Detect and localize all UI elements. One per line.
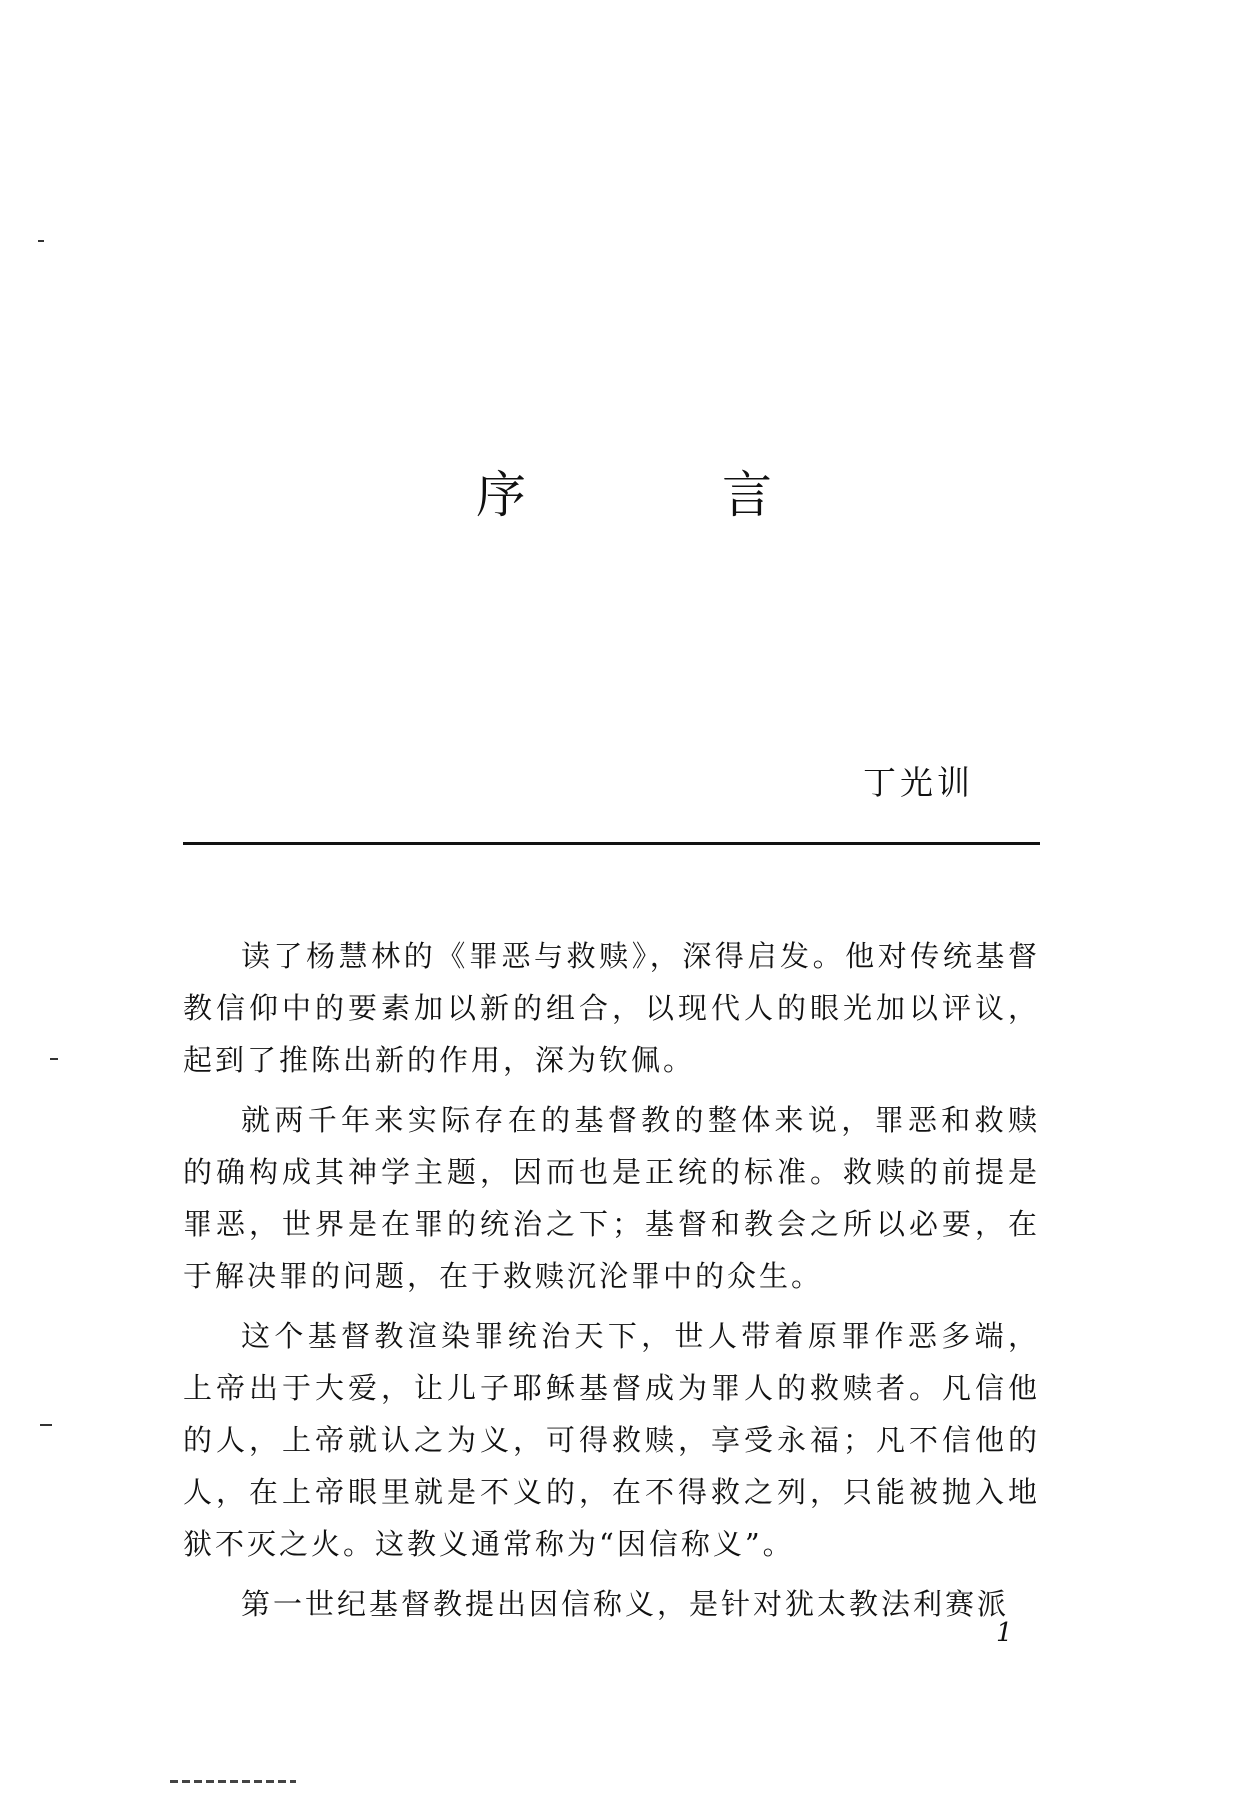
scan-mark xyxy=(40,1424,52,1426)
page-number: 1 xyxy=(996,1618,1013,1648)
author-name: 丁光训 xyxy=(863,763,974,802)
paragraph: 读了杨慧林的《罪恶与救赎》，深得启发。他对传统基督教信仰中的要素加以新的组合，以现代人的眼光加以评议，起到了推陈出新的作用，深为钦佩。 xyxy=(183,939,1040,1077)
scan-mark xyxy=(50,1058,58,1060)
body-text xyxy=(183,930,1040,1638)
paragraph: 第一世纪基督教提出因信称义，是针对犹太教法利赛派 xyxy=(241,1587,1010,1621)
page-title: 序 言 xyxy=(476,466,862,524)
scan-mark xyxy=(38,240,44,242)
title-divider-rule xyxy=(183,842,1040,845)
scan-mark xyxy=(170,1780,296,1783)
paragraph: 这个基督教渲染罪统治天下，世人带着原罪作恶多端，上帝出于大爱，让儿子耶稣基督成为罪人的救赎者。凡信他的人，上帝就认之为义，可得救赎，享受永福；凡不信他的人，在上帝眼里就是不义的，在不得救之列，只能被抛入地狱不灭之火。这教义通常称为“因信称义”。 xyxy=(183,1319,1040,1561)
paragraph: 就两千年来实际存在的基督教的整体来说，罪恶和救赎的确构成其神学主题，因而也是正统的标准。救赎的前提是罪恶，世界是在罪的统治之下；基督和教会之所以必要，在于解决罪的问题，在于救赎沉沦罪中的众生。 xyxy=(183,1103,1040,1293)
